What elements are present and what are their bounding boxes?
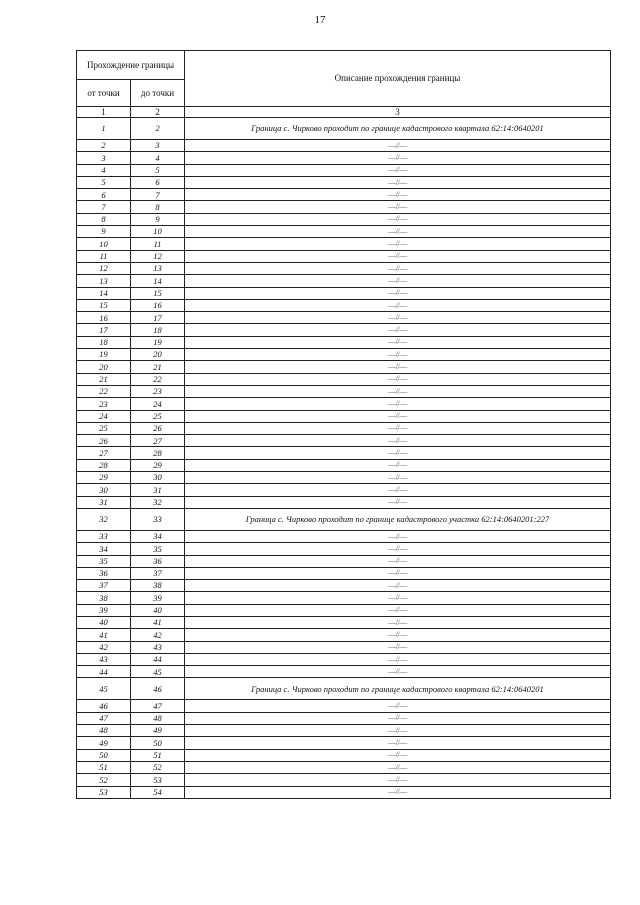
from-point-cell: 52 [77,774,131,786]
table-row [77,641,611,653]
to-point-cell: 6 [131,176,185,188]
description-cell: —//— [185,213,611,225]
from-point-cell: 49 [77,737,131,749]
from-point-cell: 29 [77,472,131,484]
to-point-cell: 31 [131,484,185,496]
to-point-cell: 52 [131,761,185,773]
description-cell: —//— [185,336,611,348]
table-row [77,653,611,665]
from-point-cell: 16 [77,312,131,324]
header-description-title: Описание прохождения границы [185,51,611,107]
description-cell: —//— [185,361,611,373]
table-row [77,189,611,201]
table-row [77,275,611,287]
description-cell: —//— [185,555,611,567]
boundary-table-body [77,51,611,799]
from-point-cell: 9 [77,226,131,238]
table-row [77,774,611,786]
to-point-cell: 11 [131,238,185,250]
to-point-cell: 29 [131,459,185,471]
table-row [77,725,611,737]
from-point-cell: 44 [77,666,131,678]
to-point-cell: 45 [131,666,185,678]
from-point-cell: 19 [77,349,131,361]
to-point-cell: 33 [131,508,185,530]
to-point-cell: 35 [131,543,185,555]
table-row [77,555,611,567]
table-row [77,262,611,274]
to-point-cell: 5 [131,164,185,176]
description-cell: —//— [185,447,611,459]
from-point-cell: 22 [77,385,131,397]
from-point-cell: 27 [77,447,131,459]
to-point-cell: 46 [131,678,185,700]
table-row [77,118,611,140]
to-point-cell: 23 [131,385,185,397]
description-cell: —//— [185,422,611,434]
header-to-point: до точки [131,80,185,107]
table-row [77,299,611,311]
table-row [77,324,611,336]
table-row [77,373,611,385]
from-point-cell: 13 [77,275,131,287]
description-cell: —//— [185,496,611,508]
from-point-cell: 33 [77,530,131,542]
table-row [77,629,611,641]
description-cell: —//— [185,616,611,628]
table-row [77,213,611,225]
column-number: 2 [131,107,185,118]
from-point-cell: 17 [77,324,131,336]
description-cell: Граница с. Чирково проходит по границе кадастрового квартала 62:14:0640201 [185,118,611,140]
description-cell: —//— [185,349,611,361]
table-row [77,530,611,542]
from-point-cell: 51 [77,761,131,773]
from-point-cell: 5 [77,176,131,188]
description-cell: —//— [185,472,611,484]
description-cell: —//— [185,250,611,262]
from-point-cell: 38 [77,592,131,604]
from-point-cell: 4 [77,164,131,176]
table-row [77,201,611,213]
table-row [77,786,611,798]
from-point-cell: 39 [77,604,131,616]
description-cell: —//— [185,189,611,201]
to-point-cell: 25 [131,410,185,422]
to-point-cell: 20 [131,349,185,361]
table-row [77,496,611,508]
from-point-cell: 18 [77,336,131,348]
from-point-cell: 41 [77,629,131,641]
table-row [77,447,611,459]
description-cell: Граница с. Чирково проходит по границе кадастрового квартала 62:14:0640201 [185,678,611,700]
to-point-cell: 21 [131,361,185,373]
from-point-cell: 50 [77,749,131,761]
description-cell: —//— [185,592,611,604]
from-point-cell: 32 [77,508,131,530]
to-point-cell: 9 [131,213,185,225]
table-row [77,361,611,373]
description-cell: —//— [185,653,611,665]
description-cell: —//— [185,580,611,592]
from-point-cell: 35 [77,555,131,567]
table-row [77,385,611,397]
to-point-cell: 26 [131,422,185,434]
description-cell: —//— [185,435,611,447]
description-cell: —//— [185,385,611,397]
to-point-cell: 27 [131,435,185,447]
description-cell: —//— [185,666,611,678]
description-cell: —//— [185,398,611,410]
from-point-cell: 45 [77,678,131,700]
to-point-cell: 4 [131,152,185,164]
description-cell: —//— [185,737,611,749]
page-number: 17 [314,14,326,26]
from-point-cell: 53 [77,786,131,798]
table-row [77,749,611,761]
description-cell: —//— [185,238,611,250]
table-row [77,176,611,188]
from-point-cell: 34 [77,543,131,555]
from-point-cell: 12 [77,262,131,274]
to-point-cell: 54 [131,786,185,798]
description-cell: —//— [185,700,611,712]
description-cell: —//— [185,749,611,761]
table-row [77,543,611,555]
column-number: 3 [185,107,611,118]
table-row [77,484,611,496]
table-row [77,349,611,361]
to-point-cell: 42 [131,629,185,641]
to-point-cell: 16 [131,299,185,311]
table-row [77,700,611,712]
description-cell: —//— [185,410,611,422]
to-point-cell: 22 [131,373,185,385]
table-row [77,226,611,238]
from-point-cell: 20 [77,361,131,373]
description-cell: —//— [185,201,611,213]
from-point-cell: 7 [77,201,131,213]
description-cell: —//— [185,761,611,773]
to-point-cell: 38 [131,580,185,592]
from-point-cell: 1 [77,118,131,140]
to-point-cell: 47 [131,700,185,712]
from-point-cell: 11 [77,250,131,262]
table-row [77,336,611,348]
description-cell: —//— [185,373,611,385]
to-point-cell: 24 [131,398,185,410]
description-cell: —//— [185,786,611,798]
table-row [77,472,611,484]
from-point-cell: 26 [77,435,131,447]
from-point-cell: 42 [77,641,131,653]
description-cell: —//— [185,226,611,238]
from-point-cell: 25 [77,422,131,434]
description-cell: —//— [185,262,611,274]
to-point-cell: 48 [131,712,185,724]
from-point-cell: 6 [77,189,131,201]
boundary-table [76,50,611,799]
table-row [77,238,611,250]
to-point-cell: 34 [131,530,185,542]
to-point-cell: 8 [131,201,185,213]
from-point-cell: 2 [77,140,131,152]
from-point-cell: 48 [77,725,131,737]
to-point-cell: 53 [131,774,185,786]
description-cell: —//— [185,176,611,188]
description-cell: —//— [185,459,611,471]
to-point-cell: 17 [131,312,185,324]
to-point-cell: 28 [131,447,185,459]
from-point-cell: 36 [77,567,131,579]
to-point-cell: 32 [131,496,185,508]
to-point-cell: 40 [131,604,185,616]
to-point-cell: 7 [131,189,185,201]
to-point-cell: 49 [131,725,185,737]
from-point-cell: 43 [77,653,131,665]
table-row [77,737,611,749]
description-cell: —//— [185,152,611,164]
from-point-cell: 46 [77,700,131,712]
from-point-cell: 15 [77,299,131,311]
to-point-cell: 44 [131,653,185,665]
description-cell: —//— [185,530,611,542]
to-point-cell: 50 [131,737,185,749]
to-point-cell: 18 [131,324,185,336]
from-point-cell: 30 [77,484,131,496]
to-point-cell: 3 [131,140,185,152]
table-row [77,250,611,262]
description-cell: —//— [185,324,611,336]
table-row [77,410,611,422]
description-cell: —//— [185,275,611,287]
description-cell: —//— [185,543,611,555]
description-cell: —//— [185,299,611,311]
column-number-row [77,107,611,118]
to-point-cell: 36 [131,555,185,567]
from-point-cell: 10 [77,238,131,250]
from-point-cell: 21 [77,373,131,385]
to-point-cell: 37 [131,567,185,579]
to-point-cell: 15 [131,287,185,299]
table-row [77,567,611,579]
description-cell: —//— [185,774,611,786]
to-point-cell: 39 [131,592,185,604]
table-row [77,761,611,773]
table-row [77,580,611,592]
table-row [77,616,611,628]
header-row-top [77,51,611,80]
table-row [77,287,611,299]
to-point-cell: 19 [131,336,185,348]
description-cell: —//— [185,641,611,653]
table-row [77,592,611,604]
to-point-cell: 10 [131,226,185,238]
to-point-cell: 30 [131,472,185,484]
table-row [77,140,611,152]
description-cell: —//— [185,712,611,724]
from-point-cell: 37 [77,580,131,592]
to-point-cell: 51 [131,749,185,761]
description-cell: —//— [185,567,611,579]
header-from-point: от точки [77,80,131,107]
description-cell: Граница с. Чирково проходит по границе кадастрового участка 62:14:0640201:227 [185,508,611,530]
description-cell: —//— [185,287,611,299]
to-point-cell: 13 [131,262,185,274]
header-group-title: Прохождение границы [77,51,185,80]
to-point-cell: 43 [131,641,185,653]
to-point-cell: 2 [131,118,185,140]
table-row [77,459,611,471]
description-cell: —//— [185,629,611,641]
from-point-cell: 31 [77,496,131,508]
table-row [77,604,611,616]
table-row [77,152,611,164]
table-row [77,508,611,530]
from-point-cell: 23 [77,398,131,410]
from-point-cell: 3 [77,152,131,164]
table-row [77,435,611,447]
table-row [77,398,611,410]
from-point-cell: 47 [77,712,131,724]
description-cell: —//— [185,725,611,737]
table-row [77,164,611,176]
from-point-cell: 24 [77,410,131,422]
table-row [77,712,611,724]
description-cell: —//— [185,484,611,496]
description-cell: —//— [185,164,611,176]
from-point-cell: 14 [77,287,131,299]
description-cell: —//— [185,312,611,324]
to-point-cell: 41 [131,616,185,628]
to-point-cell: 12 [131,250,185,262]
to-point-cell: 14 [131,275,185,287]
table-row [77,678,611,700]
table-row [77,666,611,678]
column-number: 1 [77,107,131,118]
table-row [77,422,611,434]
from-point-cell: 8 [77,213,131,225]
from-point-cell: 40 [77,616,131,628]
table-row [77,312,611,324]
description-cell: —//— [185,604,611,616]
description-cell: —//— [185,140,611,152]
from-point-cell: 28 [77,459,131,471]
